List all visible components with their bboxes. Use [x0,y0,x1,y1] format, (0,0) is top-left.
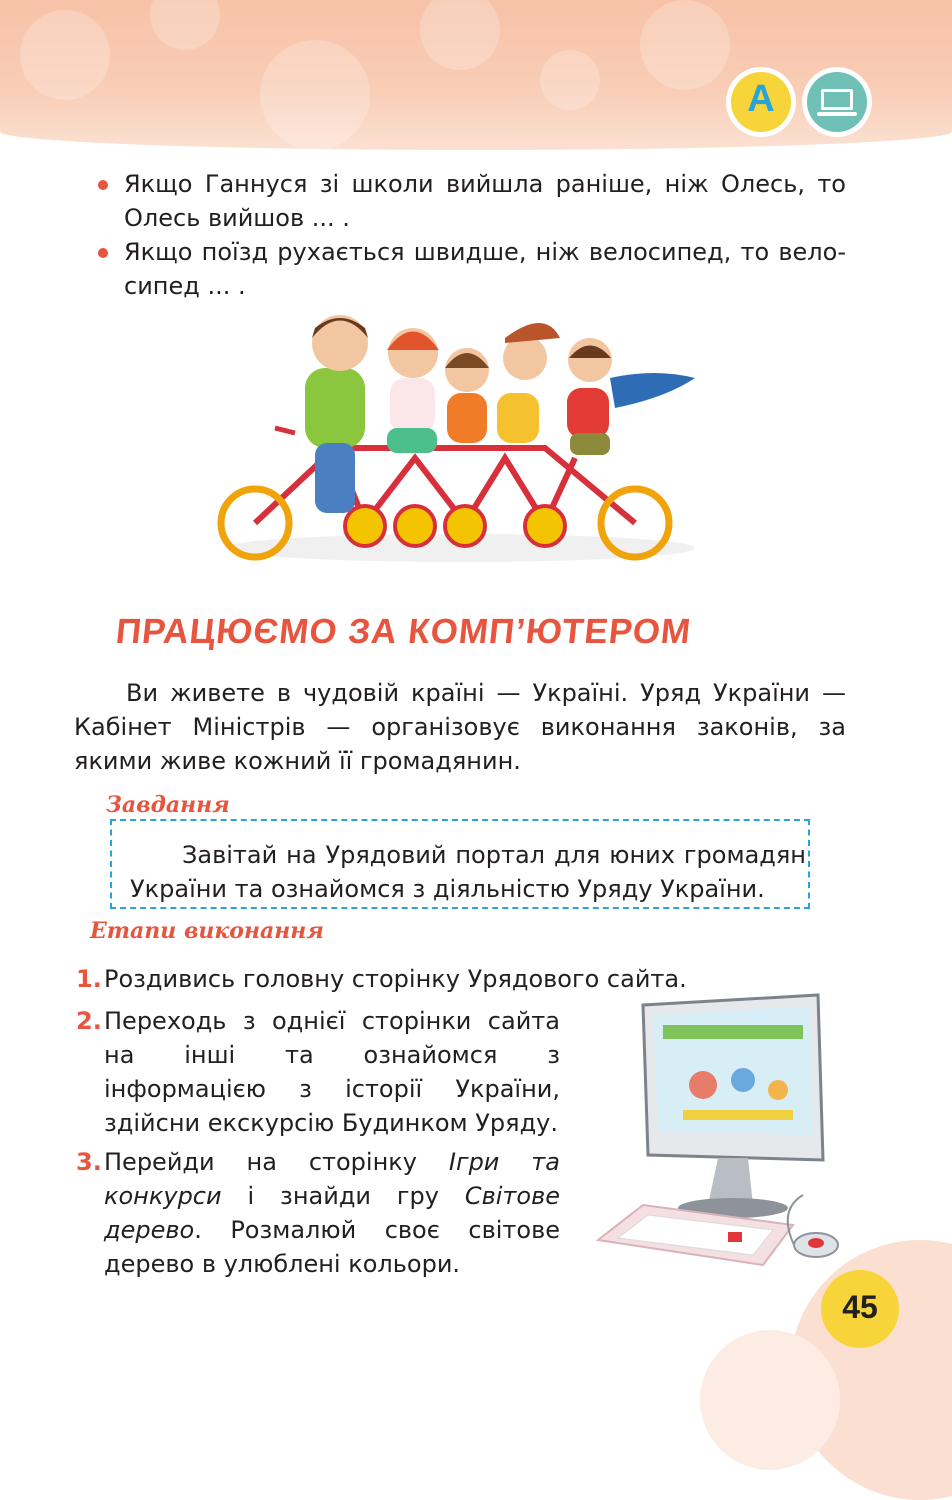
desktop-computer-illustration [588,990,858,1280]
step-text: Роздивись головну сторінку Урядового сайта. [104,965,687,993]
section-title: ПРАЦЮЄМО ЗА КОМП’ЮТЕРОМ [114,612,694,651]
bullet-list [96,167,846,303]
page-corner-decor [700,1330,840,1470]
step-3 [76,1145,560,1281]
step-number: 2. [76,1007,102,1035]
page-header-banner [0,0,952,150]
letter-a-icon [731,72,791,132]
step-text-mid: і знайди гру [221,1182,465,1210]
step-number: 1. [76,965,102,993]
screen-base-shape [817,112,857,116]
step-2 [76,1004,560,1140]
task-label: Завдання [106,792,230,818]
task-text-block [130,838,806,906]
badge-letter: A [747,78,775,120]
step-link-games: Ігри та конкурси [104,1148,560,1210]
decor-bubble [260,40,370,150]
step-text-start: Перейди на сторінку [104,1148,449,1176]
stages-label: Етапи виконання [90,918,324,944]
intro-paragraph [74,676,846,778]
step-number: 3. [76,1148,102,1176]
bullet-item: Якщо Ганнуся зі школи вийшла раніше, ніж Олесь, то Олесь вийшов ... . [96,167,846,235]
step-game-name: Світове дерево [104,1182,560,1244]
step-text: Переходь з однієї сторінки сайта на інші та ознайомся з інформацією з історії України, здійсни екскурсію Будинком Уряду. [104,1007,560,1137]
step-text-end: . Розмалюй своє світове дерево в улюблені кольори. [104,1216,560,1278]
decor-bubble [20,10,110,100]
screen-shape [821,89,853,110]
page-number: 45 [842,1289,878,1325]
intro-text: Ви живете в чудовій країні — Україні. Уряд України — Кабінет Міністрів — організовує виконання законів, за якими живе кожний її громадянин. [74,679,846,775]
decor-bubble [540,50,600,110]
decor-bubble [640,0,730,90]
computer-screen-icon [807,72,867,132]
children-on-tandem-bicycle-illustration [215,298,705,568]
decor-bubble [420,0,500,70]
task-text: Завітай на Урядовий портал для юних громадян України та ознайомся з діяльністю Уряду України. [130,841,806,903]
bullet-item: Якщо поїзд рухається швидше, ніж велосипед, то велосипед ... . [96,235,846,303]
decor-bubble [150,0,220,50]
